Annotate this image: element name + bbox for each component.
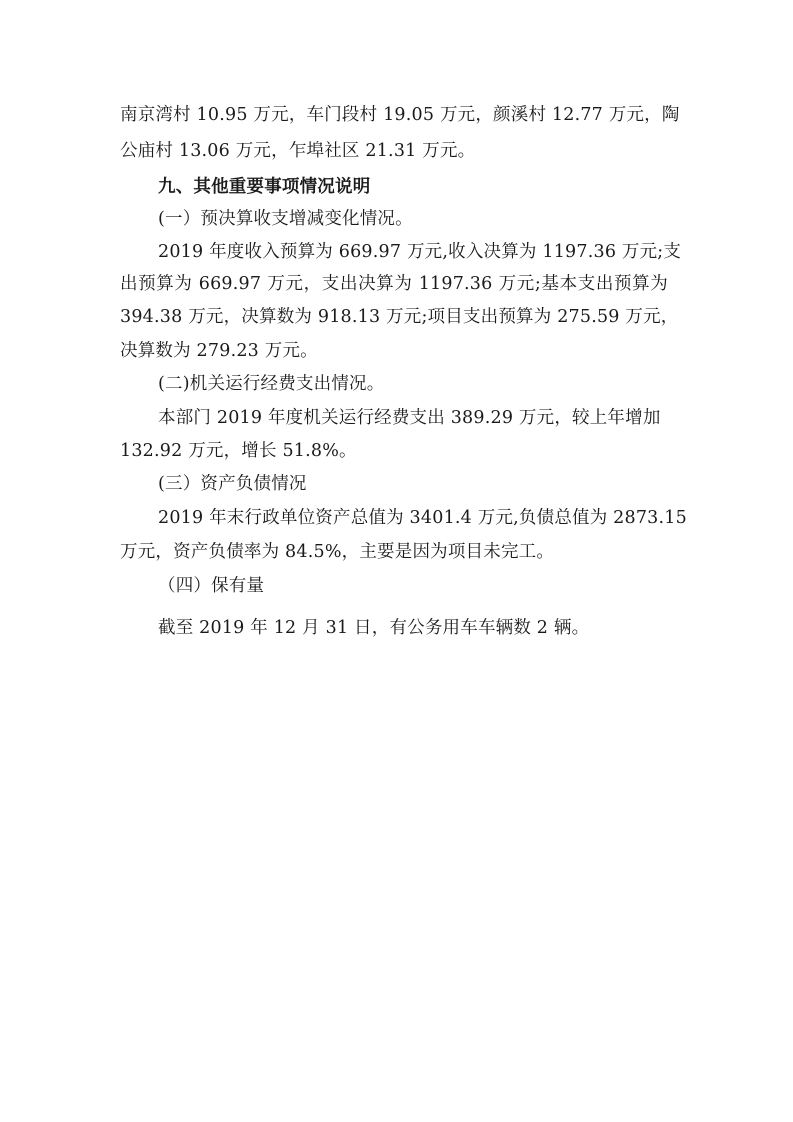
paragraph-line: 出预算为 669.97 万元，支出决算为 1197.36 万元;基本支出预算为 <box>120 274 668 294</box>
subsection-heading: （四）保有量 <box>158 576 265 596</box>
paragraph-line: 2019 年末行政单位资产总值为 3401.4 万元,负债总值为 2873.15 <box>158 508 687 528</box>
paragraph-line: 决算数为 279.23 万元。 <box>120 341 318 361</box>
paragraph-line: 南京湾村 10.95 万元，车门段村 19.05 万元，颜溪村 12.77 万元，陶 <box>120 105 680 125</box>
paragraph-line: 本部门 2019 年度机关运行经费支出 389.29 万元，较上年增加 <box>158 408 661 428</box>
paragraph-line: 万元，资产负债率为 84.5%，主要是因为项目未完工。 <box>120 542 555 562</box>
paragraph-line: 132.92 万元，增长 51.8%。 <box>120 441 357 461</box>
paragraph-line: 公庙村 13.06 万元，乍埠社区 21.31 万元。 <box>120 141 476 161</box>
subsection-heading: (二)机关运行经费支出情况。 <box>158 374 385 394</box>
paragraph-line: 2019 年度收入预算为 669.97 万元,收入决算为 1197.36 万元;支 <box>158 242 682 262</box>
section-heading: 九、其他重要事项情况说明 <box>158 177 371 197</box>
paragraph-line: 截至 2019 年 12 月 31 日，有公务用车车辆数 2 辆。 <box>158 618 590 638</box>
subsection-heading: (三）资产负债情况 <box>158 474 307 494</box>
paragraph-line: 394.38 万元，决算数为 918.13 万元;项目支出预算为 275.59 万元， <box>120 307 679 327</box>
subsection-heading: (一）预决算收支增减变化情况。 <box>158 209 413 229</box>
